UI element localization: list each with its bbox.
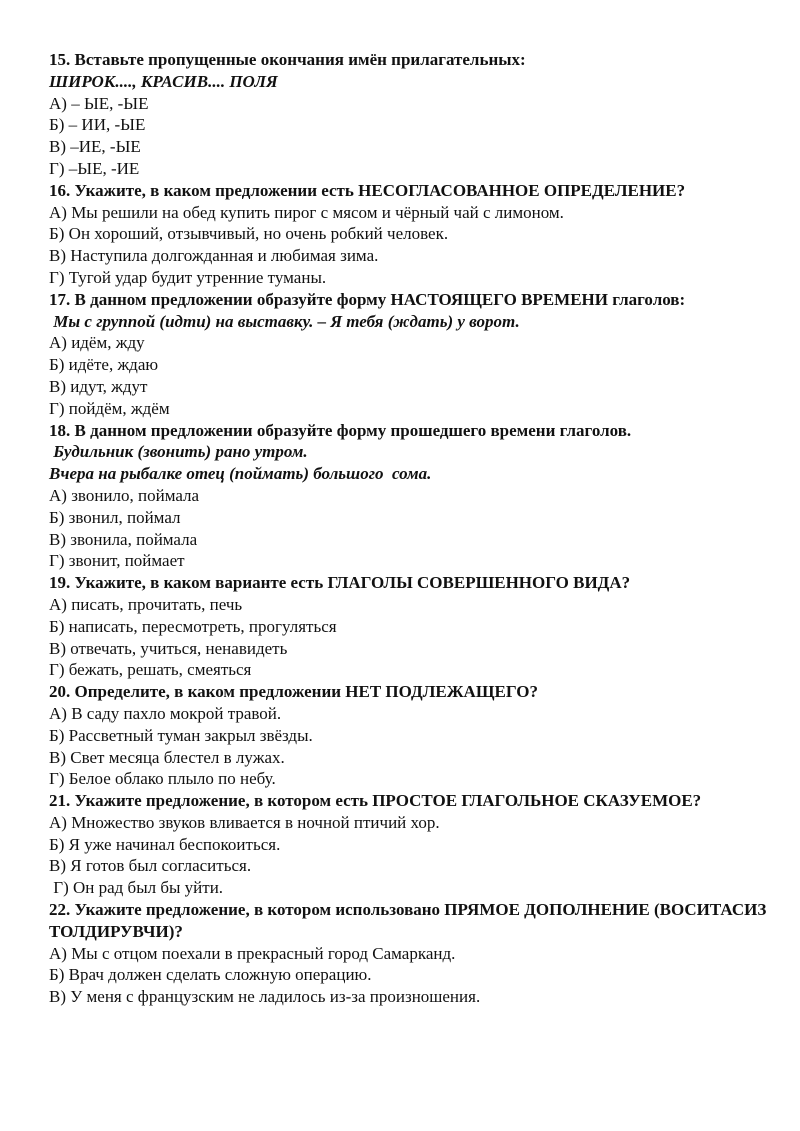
question-15: [49, 49, 769, 180]
answer-option: Б) Он хороший, отзывчивый, но очень робкий человек.: [49, 224, 449, 244]
answer-option: Г) бежать, решать, смеяться: [49, 660, 252, 680]
test-page: [49, 49, 769, 1008]
answer-option: Б) Я уже начинал беспокоиться.: [49, 834, 281, 854]
answer-option: Г) пойдём, ждём: [49, 398, 170, 418]
question-title: 20. Определите, в каком предложении НЕТ ПОДЛЕЖАЩЕГО?: [49, 682, 538, 702]
answer-option: А) Мы с отцом поехали в прекрасный город Самарканд.: [49, 943, 456, 963]
answer-option: Б) звонил, поймал: [49, 507, 181, 527]
answer-option: А) В саду пахло мокрой травой.: [49, 703, 282, 723]
question-title: 22. Укажите предложение, в котором использовано ПРЯМОЕ ДОПОЛНЕНИЕ (ВОСИТАСИЗ ТОЛДИРУВЧИ)?: [49, 900, 767, 941]
answer-option: В) идут, ждут: [49, 376, 148, 396]
answer-option: А) Множество звуков вливается в ночной птичий хор.: [49, 812, 440, 832]
question-title: 17. В данном предложении образуйте форму НАСТОЯЩЕГО ВРЕМЕНИ глаголов:: [49, 289, 686, 309]
question-example-2: Вчера на рыбалке отец (поймать) большого сома.: [49, 464, 432, 484]
answer-option: Г) Он рад был бы уйти.: [49, 878, 224, 898]
answer-option: В) звонила, поймала: [49, 529, 198, 549]
question-20: [49, 681, 769, 790]
answer-option: Г) –ЫЕ, -ИЕ: [49, 158, 140, 178]
question-22: [49, 899, 769, 1008]
answer-option: Г) звонит, поймает: [49, 551, 185, 571]
question-18: [49, 420, 769, 573]
answer-option: Г) Белое облако плыло по небу.: [49, 769, 276, 789]
question-title: 15. Вставьте пропущенные окончания имён прилагательных:: [49, 50, 526, 69]
answer-option: Б) Рассветный туман закрыл звёзды.: [49, 725, 313, 745]
answer-option: А) писать, прочитать, печь: [49, 594, 243, 614]
question-17: [49, 289, 769, 420]
answer-option: Г) Тугой удар будит утренние туманы.: [49, 267, 327, 287]
answer-option: В) Наступила долгожданная и любимая зима.: [49, 246, 379, 266]
answer-option: В) отвечать, учиться, ненавидеть: [49, 638, 288, 658]
answer-option: А) звонило, поймала: [49, 485, 200, 505]
question-example: ШИРОК...., КРАСИВ.... ПОЛЯ: [49, 71, 278, 91]
answer-option: В) Свет месяца блестел в лужах.: [49, 747, 285, 767]
question-19: [49, 572, 769, 681]
question-example: Мы с группой (идти) на выставку. – Я тебя (ждать) у ворот.: [49, 311, 520, 331]
question-title: 19. Укажите, в каком варианте есть ГЛАГОЛЫ СОВЕРШЕННОГО ВИДА?: [49, 573, 631, 593]
question-example: Будильник (звонить) рано утром.: [49, 442, 308, 462]
question-title: 21. Укажите предложение, в котором есть ПРОСТОЕ ГЛАГОЛЬНОЕ СКАЗУЕМОЕ?: [49, 791, 702, 811]
answer-option: Б) идёте, ждаю: [49, 355, 159, 375]
question-16: [49, 180, 769, 289]
answer-option: В) –ИЕ, -ЫЕ: [49, 137, 141, 157]
answer-option: Б) – ИИ, -ЫЕ: [49, 115, 146, 135]
answer-option: В) Я готов был согласиться.: [49, 856, 252, 876]
question-title: 18. В данном предложении образуйте форму прошедшего времени глаголов.: [49, 420, 632, 440]
answer-option: Б) написать, пересмотреть, прогуляться: [49, 616, 337, 636]
answer-option: А) – ЫЕ, -ЫЕ: [49, 93, 149, 113]
question-21: [49, 790, 769, 899]
answer-option: В) У меня с французским не ладилось из-за произношения.: [49, 987, 481, 1007]
question-title: 16. Укажите, в каком предложении есть НЕСОГЛАСОВАННОЕ ОПРЕДЕЛЕНИЕ?: [49, 180, 686, 200]
answer-option: А) Мы решили на обед купить пирог с мясом и чёрный чай с лимоном.: [49, 202, 564, 222]
answer-option: А) идём, жду: [49, 333, 145, 353]
answer-option: Б) Врач должен сделать сложную операцию.: [49, 965, 372, 985]
